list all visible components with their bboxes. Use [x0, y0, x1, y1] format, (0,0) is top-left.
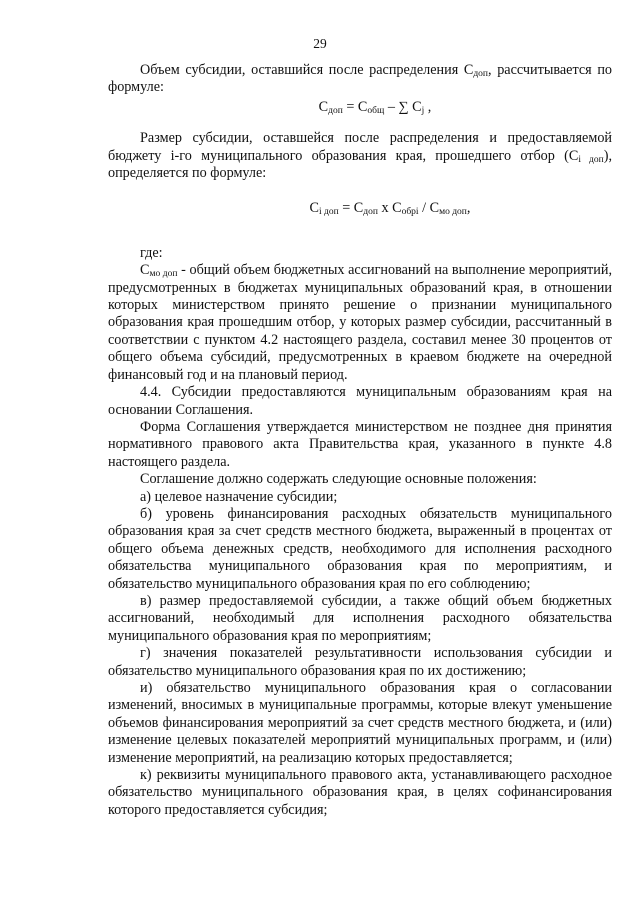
paragraph-4-4: 4.4. Субсидии предоставляются муниципальным образованиям края на основании Соглашения.: [108, 384, 612, 418]
paragraph-definition: $С_{мо доп}$ - общий объем бюджетных ассигнований на выполнение мероприятий, предусмотренных в бюджетах муниципальных образований края, в отношении которых министерством принято решение о признании муниципального образования края прошедшим отбор, у которых размер субсидии, рассчитанный в соответствии с пунктом 4.2 настоящего раздела, составил менее 30 процентов от общего объема субсидий, предусмотренных в краевом бюджете на очередной финансовый год и на плановый период.: [108, 262, 612, 383]
where-label: где:: [140, 244, 163, 261]
paragraph-remaining-subsidy: Объем субсидии, оставшийся после распределения $С_{доп}$, рассчитывается по формуле:: [108, 62, 613, 96]
list-item-i: и) обязательство муниципального образования края о согласовании изменений, вносимых в муниципальные программы, которые влекут уменьшение объемов финансирования мероприятий за счет средств местного бюджета, и (или) изменение целевых показателей мероприятий муниципальных программ, и (или) изменение мероприятий, на реализацию которых предоставляется;: [108, 680, 612, 766]
list-item-k: к) реквизиты муниципального правового акта, устанавливающего расходное обязательство муниципального образования края, в целях софинансирования которого предоставляется субсидия;: [108, 767, 612, 818]
list-item-v: в) размер предоставляемой субсидии, а также общий объем бюджетных ассигнований, необходимый для исполнения расходного обязательства муниципального образования края по мероприятиям;: [108, 592, 612, 644]
formula-subsidy-size: $С_{i доп} = С_{доп}$ х $С_{обрi} / С_{мо доп}$,: [309, 200, 471, 218]
list-item-a: а) целевое назначение субсидии;: [140, 488, 338, 505]
list-item-b: б) уровень финансирования расходных обязательств муниципального образования края за счет средств местного бюджета, выраженный в процентах от общего объема денежных средств, необходимого для исполнения расходного обязательства муниципального образования края по мероприятиям, и обязательство муниципального образования края по его соблюдению;: [108, 505, 612, 592]
paragraph-agreement-provisions: Соглашение должно содержать следующие основные положения:: [140, 471, 537, 488]
list-item-g: г) значения показателей результативности использования субсидии и обязательство муниципального образования края по их достижению;: [108, 645, 612, 679]
paragraph-subsidy-size: Размер субсидии, оставшейся после распределения и предоставляемой бюджету i-го муниципального образования края, прошедшего отбор $(С_{i доп})$, определяется по формуле:: [108, 130, 612, 182]
paragraph-agreement-form: Форма Соглашения утверждается министерством не позднее дня принятия нормативного правового акта Правительства края, указанного в пункте 4.8 настоящего раздела.: [108, 418, 612, 470]
page-number: 29: [313, 36, 327, 51]
formula-remaining-subsidy: $С_{доп} = С_{общ}$ – ∑ $С_j$ ,: [318, 98, 432, 116]
document-body: [108, 62, 612, 819]
